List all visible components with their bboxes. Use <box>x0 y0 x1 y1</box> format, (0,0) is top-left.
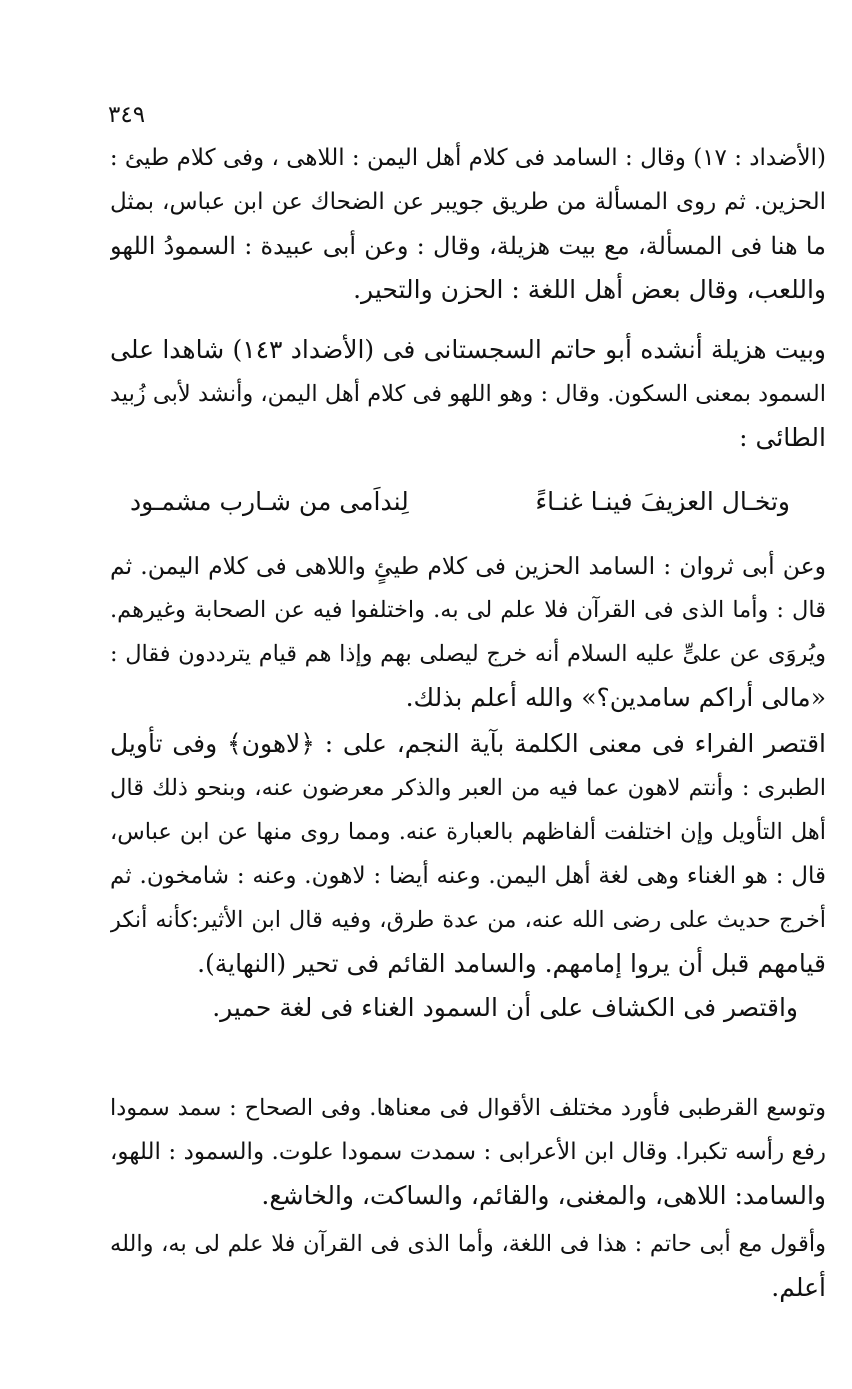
text-line: الحزين. ثم روى المسألة من طريق جويبر عن الضحاك عن ابن عباس، بمثل <box>110 189 826 215</box>
paragraph-3 <box>110 544 826 720</box>
paragraph-2 <box>110 328 826 460</box>
text-line: الطائى : <box>739 423 826 452</box>
poetry-verse <box>130 480 790 524</box>
text-line: أعلم. <box>771 1273 826 1302</box>
text-line: وعن أبى ثروان : السامد الحزين فى كلام طيئٍ واللاهى فى كلام اليمن. ثم <box>110 552 826 580</box>
paragraph-1 <box>110 136 826 312</box>
text-line: قال : هو الغناء وهى لغة أهل اليمن. وعنه أيضا : لاهون. وعنه : شامخون. ثم <box>110 863 826 889</box>
text-line: وأقول مع أبى حاتم : هذا فى اللغة، وأما الذى فى القرآن فلا علم لى به، والله <box>110 1231 826 1257</box>
text-line: أخرج حديث على رضى الله عنه، من عدة طرق، وفيه قال ابن الأثير:كأنه أنكر <box>110 907 826 933</box>
page-number: ٣٤٩ <box>108 102 146 128</box>
paragraph-5 <box>110 1086 826 1218</box>
paragraph-4 <box>110 722 826 1030</box>
text-line: قيامهم قبل أن يروا إمامهم. والسامد القائم فى تحير (النهاية). <box>197 949 826 978</box>
text-line: اقتصر الفراء فى معنى الكلمة بآية النجم، على : ﴿لاهون﴾ وفى تأويل <box>110 729 826 758</box>
text-line: وبيت هزيلة أنشده أبو حاتم السجستانى فى (الأضداد ١٤٣) شاهدا على <box>110 335 826 364</box>
text-line: وتوسع القرطبى فأورد مختلف الأقوال فى معناها. وفى الصحاح : سمد سمودا <box>110 1095 826 1121</box>
text-line: ويُروَى عن علىٍّ عليه السلام أنه خرج ليصلى بهم وإذا هم قيام يترددون فقال : <box>110 641 826 667</box>
text-line: واللعب، وقال بعض أهل اللغة : الحزن والتحير. <box>353 275 826 304</box>
text-line: ما هنا فى المسألة، مع بيت هزيلة، وقال : وعن أبى عبيدة : السمودُ اللهو <box>110 232 826 260</box>
verse-second-hemistich: لِنداَمى من شـارب مشمـود <box>130 487 409 516</box>
text-line: السمود بمعنى السكون. وقال : وهو اللهو فى كلام أهل اليمن، وأنشد لأبى زُبيد <box>110 381 826 407</box>
text-line: «مالى أراكم سامدين؟» والله أعلم بذلك. <box>405 683 826 712</box>
paragraph-6 <box>110 1222 826 1310</box>
text-line: واقتصر فى الكشاف على أن السمود الغناء فى لغة حمير. <box>212 993 798 1022</box>
text-line: والسامد: اللاهى، والمغنى، والقائم، والساكت، والخاشع. <box>261 1181 826 1210</box>
text-line: (الأضداد : ١٧) وقال : السامد فى كلام أهل اليمن : اللاهى ، وفى كلام طيئ : <box>110 145 826 171</box>
text-line: الطبرى : وأنتم لاهون عما فيه من العبر والذكر معرضون عنه، وبنحو ذلك قال <box>110 775 826 801</box>
text-line: قال : وأما الذى فى القرآن فلا علم لى به. واختلفوا فيه عن الصحابة وغيرهم. <box>110 597 826 623</box>
text-line: أهل التأويل وإن اختلفت ألفاظهم بالعبارة عنه. ومما روى منها عن ابن عباس، <box>110 819 826 845</box>
verse-first-hemistich: وتخـال العزيفَ فينـا غنـاءً <box>535 487 790 516</box>
text-line: رفع رأسه تكبرا. وقال ابن الأعرابى : سمدت سمودا علوت. والسمود : اللهو، <box>110 1139 826 1165</box>
